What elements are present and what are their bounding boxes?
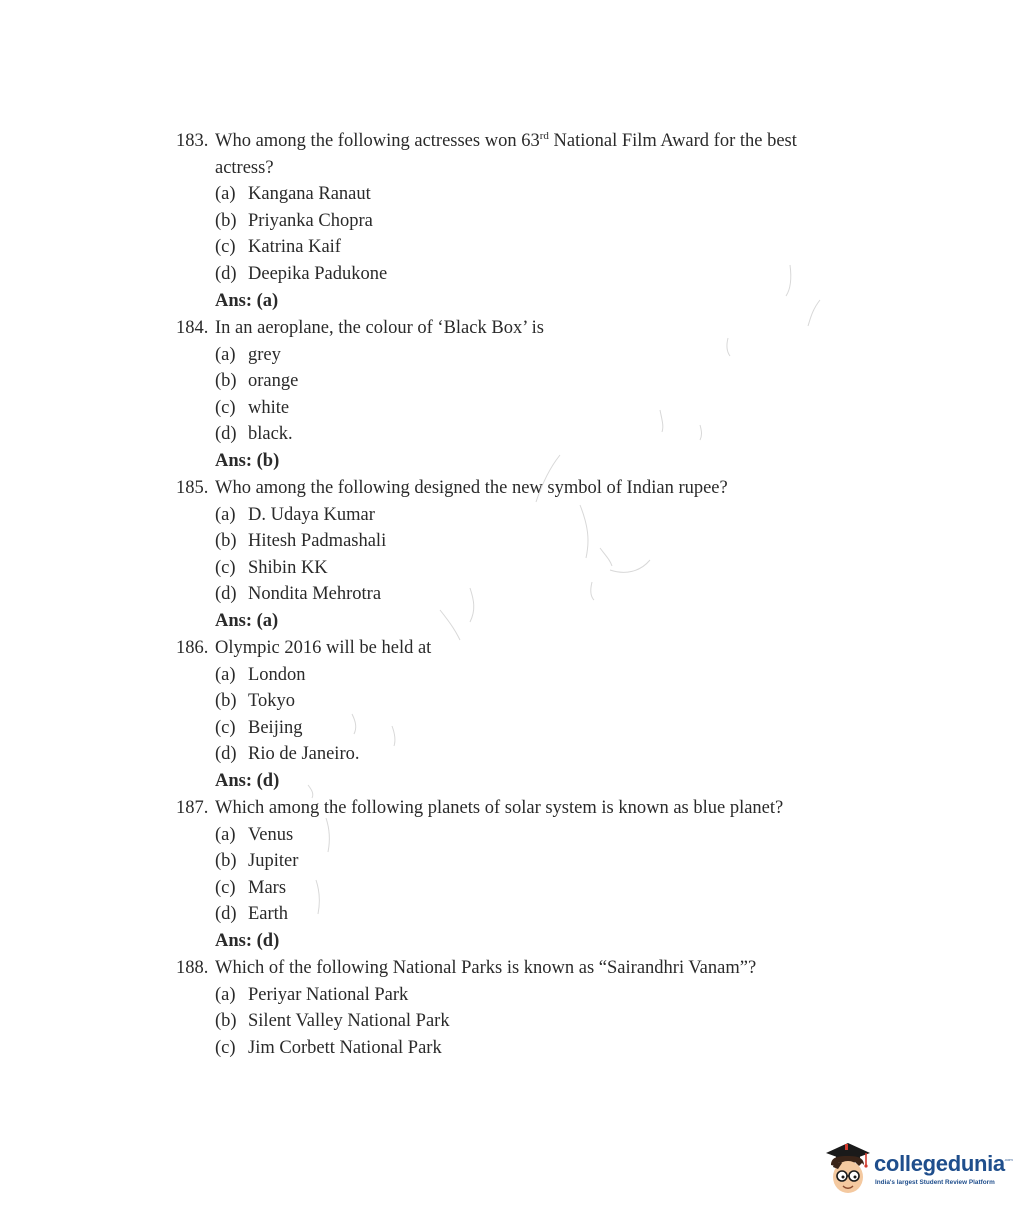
- option-a: [176, 982, 856, 1009]
- option-label: (c): [215, 557, 236, 578]
- option-text: Beijing: [248, 717, 303, 738]
- option-label: (a): [215, 504, 236, 525]
- option-label: (b): [215, 1011, 237, 1032]
- option-label: (a): [215, 984, 236, 1005]
- question-text: Which of the following National Parks is known as “Sairandhri Vanam”?: [215, 958, 757, 978]
- question-stem: [176, 795, 856, 822]
- option-a: [176, 822, 856, 849]
- question-stem: [176, 635, 856, 662]
- option-a: [176, 502, 856, 529]
- collegedunia-logo[interactable]: [822, 1137, 1017, 1197]
- question-183: [176, 128, 856, 314]
- question-number: 185.: [176, 478, 209, 498]
- question-number: 184.: [176, 318, 209, 338]
- option-label: (d): [215, 263, 237, 284]
- option-b: [176, 848, 856, 875]
- option-b: [176, 528, 856, 555]
- option-text: Hitesh Padmashali: [248, 531, 387, 552]
- option-b: [176, 688, 856, 715]
- option-d: [176, 261, 856, 288]
- option-text: Priyanka Chopra: [248, 210, 373, 231]
- option-text: Nondita Mehrotra: [248, 584, 382, 605]
- option-text: Shibin KK: [248, 557, 328, 578]
- question-number: 183.: [176, 131, 209, 151]
- option-a: [176, 181, 856, 208]
- answer: Ans: (b): [215, 450, 280, 471]
- option-d: [176, 421, 856, 448]
- option-label: (d): [215, 744, 237, 765]
- option-label: (d): [215, 584, 237, 605]
- option-text: Kangana Ranaut: [248, 184, 371, 205]
- option-text: grey: [248, 344, 281, 365]
- option-label: (c): [215, 877, 236, 898]
- option-label: (c): [215, 717, 236, 738]
- option-text: black.: [248, 424, 293, 445]
- student-mascot-icon: [822, 1137, 872, 1197]
- option-text: Silent Valley National Park: [248, 1011, 450, 1032]
- option-text: D. Udaya Kumar: [248, 504, 375, 525]
- question-188: [176, 955, 856, 1061]
- option-label: (b): [215, 210, 237, 231]
- question-text: Who among the following designed the new symbol of Indian rupee?: [215, 478, 728, 498]
- logo-tagline: India's largest Student Review Platform: [875, 1179, 995, 1186]
- question-stem: [176, 475, 856, 502]
- option-label: (c): [215, 237, 236, 258]
- option-b: [176, 368, 856, 395]
- option-label: (a): [215, 824, 236, 845]
- question-text: Olympic 2016 will be held at: [215, 638, 432, 658]
- option-a: [176, 662, 856, 689]
- option-label: (b): [215, 851, 237, 872]
- option-label: (b): [215, 691, 237, 712]
- answer: Ans: (d): [215, 930, 280, 951]
- answer: Ans: (a): [215, 290, 279, 311]
- question-184: [176, 315, 856, 475]
- question-text: [215, 131, 797, 178]
- option-label: (c): [215, 397, 236, 418]
- option-label: (b): [215, 531, 237, 552]
- question-187: [176, 795, 856, 955]
- option-d: [176, 741, 856, 768]
- option-text: Rio de Janeiro.: [248, 744, 360, 765]
- option-a: [176, 342, 856, 369]
- option-c: [176, 234, 856, 261]
- answer: Ans: (d): [215, 770, 280, 791]
- option-c: [176, 875, 856, 902]
- option-text: orange: [248, 371, 299, 392]
- option-d: [176, 581, 856, 608]
- option-label: (a): [215, 344, 236, 365]
- superscript: rd: [539, 130, 549, 142]
- logo-domain-mark: .com: [1004, 1157, 1013, 1162]
- option-text: Jupiter: [248, 851, 299, 872]
- option-label: (c): [215, 1037, 236, 1058]
- option-label: (b): [215, 371, 237, 392]
- option-label: (a): [215, 664, 236, 685]
- option-text: white: [248, 397, 290, 418]
- option-text: Venus: [248, 824, 294, 845]
- option-text: Periyar National Park: [248, 984, 409, 1005]
- option-text: Mars: [248, 877, 287, 898]
- option-c: [176, 395, 856, 422]
- question-text-part: National Film Award for the best actress?: [215, 131, 797, 178]
- option-text: London: [248, 664, 306, 685]
- option-label: (d): [215, 424, 237, 445]
- option-text: Tokyo: [248, 691, 296, 712]
- option-text: Katrina Kaif: [248, 237, 341, 258]
- question-stem: [176, 955, 856, 982]
- logo-wordmark: collegedunia: [874, 1151, 1005, 1176]
- question-number: 187.: [176, 798, 209, 818]
- option-text: Earth: [248, 904, 289, 925]
- question-185: [176, 475, 856, 635]
- option-c: [176, 1035, 856, 1062]
- question-number: 188.: [176, 958, 209, 978]
- option-c: [176, 555, 856, 582]
- question-number: 186.: [176, 638, 209, 658]
- question-text: In an aeroplane, the colour of ‘Black Box’ is: [215, 318, 544, 338]
- question-text: Which among the following planets of solar system is known as blue planet?: [215, 798, 784, 818]
- option-label: (a): [215, 184, 236, 205]
- option-d: [176, 901, 856, 928]
- option-label: (d): [215, 904, 237, 925]
- question-186: [176, 635, 856, 795]
- answer: Ans: (a): [215, 610, 279, 631]
- question-stem: [176, 315, 856, 342]
- question-stem: [176, 128, 856, 181]
- option-c: [176, 715, 856, 742]
- option-b: [176, 208, 856, 235]
- question-text-part: Who among the following actresses won 63: [215, 131, 540, 151]
- option-b: [176, 1008, 856, 1035]
- option-text: Jim Corbett National Park: [248, 1037, 442, 1058]
- option-text: Deepika Padukone: [248, 263, 388, 284]
